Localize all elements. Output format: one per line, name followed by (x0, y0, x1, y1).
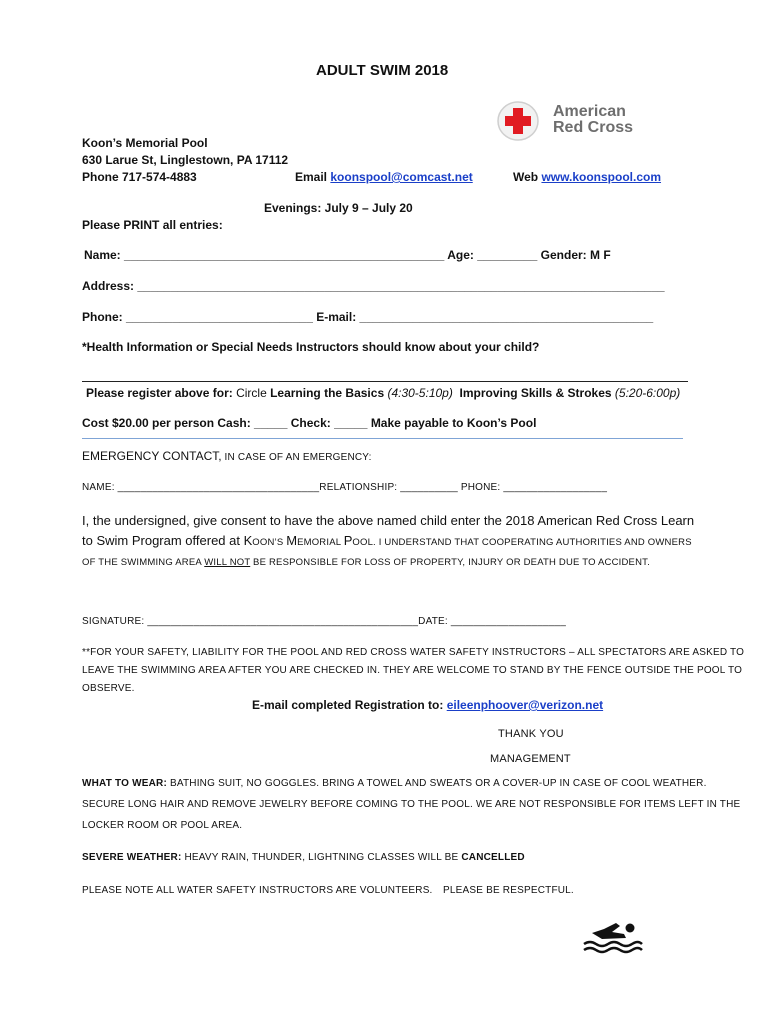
section-divider (82, 438, 683, 439)
severe-weather (82, 852, 525, 863)
what-to-wear-text: BATHING SUIT, NO GOGGLES. BRING A TOWEL AND SWEATS OR A COVER-UP IN CASE OF COOL WEATHER. (167, 778, 707, 789)
print-note: Please PRINT all entries: (82, 218, 223, 232)
consent-will-not: WILL NOT (204, 557, 251, 568)
evenings-dates: Evenings: July 9 – July 20 (264, 201, 413, 215)
page-title: ADULT SWIM 2018 (316, 62, 449, 79)
health-question: *Health Information or Special Needs Instructors should know about your child? (82, 340, 540, 354)
respectful-note: PLEASE BE RESPECTFUL. (443, 885, 574, 896)
consent-text: OF THE SWIMMING AREA (82, 557, 205, 568)
pool-name: Koon’s Memorial Pool (82, 136, 208, 150)
pool-web-label: Web (513, 170, 542, 184)
emergency-contact-line[interactable]: NAME: ___________________________________RELATIONSHIP: __________ PHONE: __________________ (82, 482, 608, 493)
severe-weather-text: HEAVY RAIN, THUNDER, LIGHTNING CLASSES WILL BE (181, 852, 462, 863)
swimmer-icon (582, 915, 644, 955)
option-1-time: (4:30-5:10p) (384, 386, 453, 400)
consent-line-1: I, the undersigned, give consent to have the above named child enter the 2018 American Red Cross Learn (82, 513, 695, 528)
red-cross-icon (497, 101, 539, 141)
what-to-wear-line-3: LOCKER ROOM OR POOL AREA. (82, 820, 243, 831)
pool-email-label: Email (295, 170, 331, 184)
safety-line-2: LEAVE THE SWIMMING AREA AFTER YOU ARE CHECKED IN. THEY ARE WELCOME TO STAND BY THE FENCE OUTSIDE THE POOL TO (82, 665, 743, 676)
pool-phone: Phone 717-574-4883 (82, 170, 197, 184)
what-to-wear-label: WHAT TO WEAR: (82, 778, 167, 789)
thank-you: THANK YOU (498, 728, 564, 740)
pool-web-row (513, 170, 661, 184)
volunteers-note: PLEASE NOTE ALL WATER SAFETY INSTRUCTORS ARE VOLUNTEERS. (82, 885, 433, 896)
address-line[interactable]: Address: _______________________________________________________________________________ (82, 279, 665, 293)
logo-line-2: Red Cross (553, 119, 634, 136)
email-registration-label: E-mail completed Registration to: (252, 698, 447, 712)
option-improving-skills[interactable]: Improving Skills & Strokes (459, 386, 612, 400)
emergency-heading (82, 447, 372, 465)
emergency-title: EMERGENCY CONTACT, (82, 449, 222, 463)
consent-text: M (286, 533, 298, 548)
severe-weather-label: SEVERE WEATHER: (82, 852, 182, 863)
email-registration (252, 698, 603, 712)
consent-text: BE RESPONSIBLE FOR LOSS OF PROPERTY, INJURY OR DEATH DUE TO ACCIDENT. (250, 557, 650, 568)
red-cross-logo (497, 101, 645, 141)
phone-email-line[interactable]: Phone: ____________________________ E-mail: ____________________________________________ (82, 310, 654, 324)
safety-line-1: **FOR YOUR SAFETY, LIABILITY FOR THE POOL AND RED CROSS WATER SAFETY INSTRUCTORS – ALL SPECTATORS ARE ASKED TO (82, 647, 745, 658)
pool-web-link[interactable]: www.koonspool.com (541, 170, 662, 184)
what-to-wear-line-1 (82, 778, 707, 789)
safety-line-3: OBSERVE. (82, 683, 135, 694)
pool-email-row (295, 170, 473, 184)
consent-text: OON’S (252, 537, 287, 548)
name-age-gender-line[interactable]: Name: ________________________________________________ Age: _________ Gender: M F (84, 248, 611, 262)
register-options (86, 386, 680, 400)
option-2-time: (5:20-6:00p) (611, 386, 681, 400)
pool-email-link[interactable]: koonspool@comcast.net (330, 170, 473, 184)
management: MANAGEMENT (490, 753, 571, 765)
health-answer-line[interactable] (82, 381, 688, 382)
option-learning-basics[interactable]: Learning the Basics (270, 386, 385, 400)
signature-date-line[interactable]: SIGNATURE: _______________________________________________DATE: ____________________ (82, 616, 567, 627)
consent-line-3 (82, 550, 650, 573)
register-circle: Circle (232, 386, 271, 400)
register-lead: Please register above for: (86, 386, 233, 400)
pool-address: 630 Larue St, Linglestown, PA 17112 (82, 153, 289, 167)
emergency-subtitle: IN CASE OF AN EMERGENCY: (221, 452, 372, 463)
severe-weather-cancelled: CANCELLED (461, 852, 525, 863)
what-to-wear-line-2: SECURE LONG HAIR AND REMOVE JEWELRY BEFORE COMING TO THE POOL. WE ARE NOT RESPONSIBLE FOR ITEMS LEFT IN THE (82, 799, 741, 810)
logo-line-1: American (553, 103, 626, 120)
consent-text: OOL. I UNDERSTAND THAT COOPERATING AUTHORITIES AND OWNERS (352, 537, 692, 548)
cost-line: Cost $20.00 per person Cash: _____ Check: _____ Make payable to Koon’s Pool (82, 416, 537, 430)
consent-text: EMORIAL (297, 537, 344, 548)
consent-text: to Swim Program offered at K (82, 533, 253, 548)
registration-email-link[interactable]: eileenphoover@verizon.net (446, 698, 604, 712)
consent-text: P (343, 533, 353, 548)
